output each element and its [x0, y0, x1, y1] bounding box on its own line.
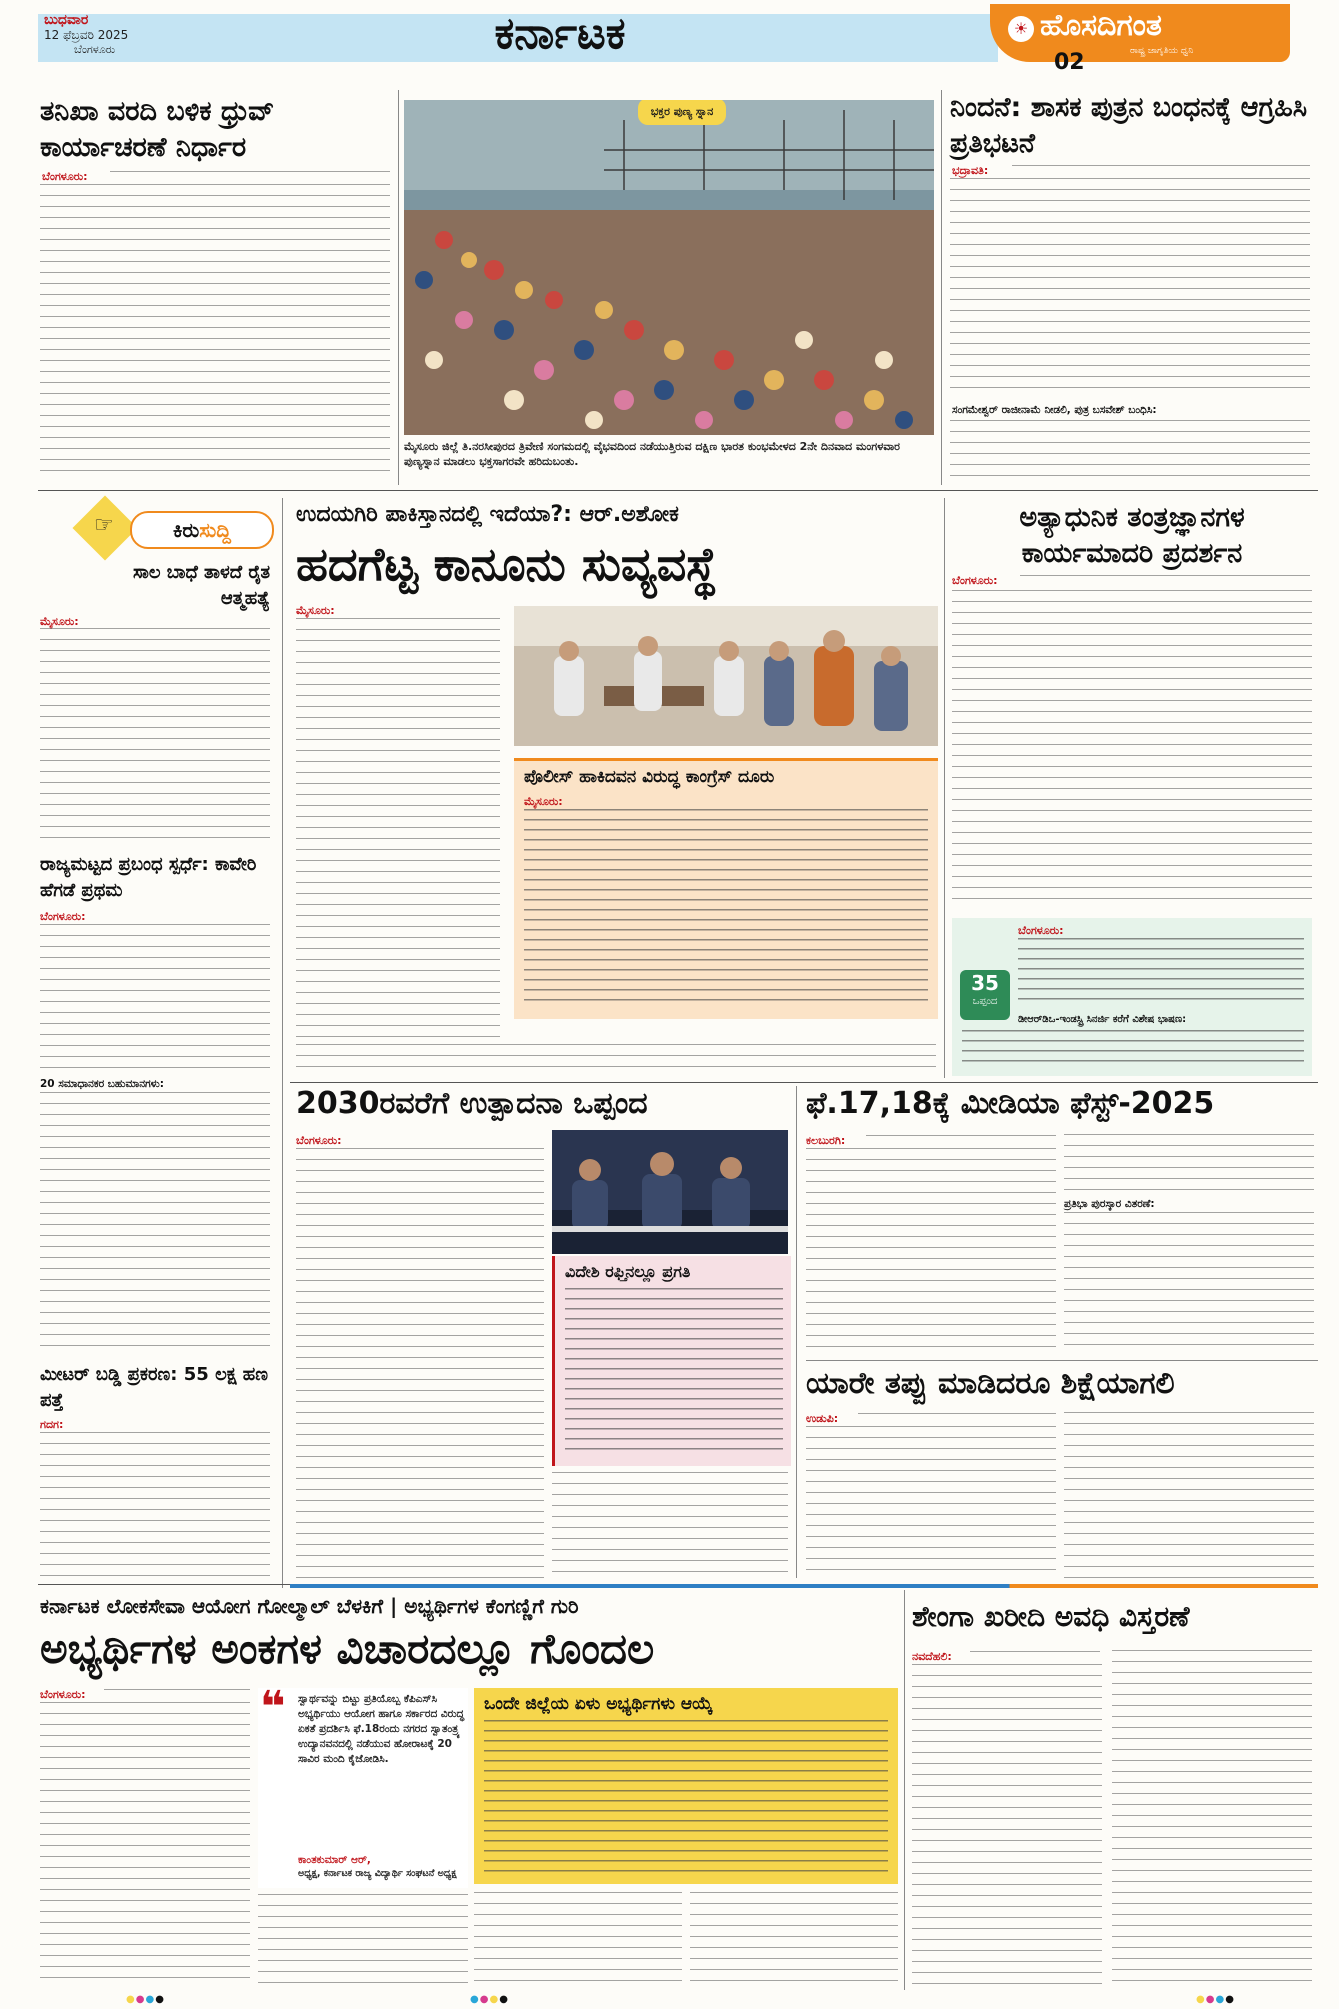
farmer-dateline: ಮೈಸೂರು:	[40, 615, 79, 628]
row-divider	[806, 1360, 1318, 1361]
media-dateline: ಕಲಬುರಗಿ:	[806, 1134, 846, 1147]
quote-icon: ❝	[260, 1682, 286, 1733]
ashoka-body2	[296, 1044, 936, 1074]
tagline: ರಾಷ್ಟ್ರ ಜಾಗೃತಿಯ ಧ್ವನಿ	[1130, 46, 1194, 56]
mou-badge	[960, 970, 1010, 1020]
mou-label: ಒಪ್ಪಂದ	[972, 996, 998, 1007]
prod-body	[296, 1148, 544, 1578]
divider	[282, 498, 283, 1588]
foreign-box-body	[565, 1288, 783, 1458]
registration-marks: ●●●●	[470, 1994, 509, 2005]
divider	[904, 1590, 905, 1990]
shenga-dateline: ನವದೆಹಲಿ:	[912, 1650, 952, 1663]
divider	[796, 1086, 797, 1578]
yellow-box-body	[484, 1720, 888, 1876]
kpsc-body-text	[40, 1702, 250, 1988]
mou-dateline: ಬೆಂಗಳೂರು:	[1018, 924, 1064, 937]
speech-body	[40, 924, 270, 1074]
kiru-text: ಕಿರು	[172, 518, 200, 542]
speech-dateline: ಬೆಂಗಳೂರು:	[40, 910, 86, 923]
kirusuddi-label	[82, 505, 272, 551]
kumbh-caption: ಮೈಸೂರು ಜಿಲ್ಲೆ ತಿ.ನರಸೀಪುರದ ತ್ರಿವೇಣಿ ಸಂಗಮದಲ್ಲಿ ವೈಭವದಿಂದ ನಡೆಯುತ್ತಿರುವ ದಕ್ಷಿಣ ಭಾರತ ಕುಂಭಮೇಳದ 2ನೇ ದಿನವಾದ ಮಂಗಳವಾರ ಪುಣ್ಯಸ್ನಾನ ಮಾಡಲು ಭಕ್ತಸಾಗರವೇ ಹರಿದುಬಂತು.	[404, 440, 900, 468]
meter-headline: ಮೀಟರ್ ಬಡ್ಡಿ ಪ್ರಕರಣ: 55 ಲಕ್ಷ ಹಣ ಪತ್ತೆ	[40, 1364, 269, 1411]
divider	[941, 90, 942, 485]
shenga-body-text	[912, 1664, 1102, 1988]
kpsc-kicker: ಕರ್ನಾಟಕ ಲೋಕಸೇವಾ ಆಯೋಗ ಗೋಲ್ಮಾಲ್ ಬೆಳಕಿಗೆ | ಅಭ್ಯರ್ಥಿಗಳ ಕೆಂಗಣ್ಣಿಗೆ ಗುರಿ	[40, 1594, 579, 1618]
media-body-col2	[1064, 1134, 1314, 1194]
date-block	[44, 12, 174, 57]
media-body-col2b	[1064, 1212, 1314, 1348]
weekday: ಬುಧವಾರ	[44, 12, 89, 28]
farmer-body	[40, 628, 270, 843]
ninda-subhead: ಸಂಗಮೇಶ್ವರ್ ರಾಜೀನಾಮೆ ನೀಡಲಿ, ಪುತ್ರ ಬಸವೇಶ್ ಬಂಧಿಸಿ:	[952, 404, 1157, 416]
kpsc-body-col3	[258, 1894, 468, 1988]
lamp-icon: ☀	[1008, 16, 1034, 42]
speech-body2	[40, 1092, 270, 1352]
tech-headline: ಅತ್ಯಾಧುನಿಕ ತಂತ್ರಜ್ಞಾನಗಳ ಕಾರ್ಯಮಾದರಿ ಪ್ರದರ್ಶನ	[1019, 502, 1245, 569]
section-title: ಕರ್ನಾಟಕ	[494, 8, 626, 59]
dhruv-body-text	[40, 184, 390, 479]
yellow-box	[474, 1688, 898, 1884]
masthead	[0, 0, 1339, 74]
row-divider	[38, 490, 1318, 491]
shenga-headline: ಶೇಂಗಾ ಖರೀದಿ ಅವಧಿ ವಿಸ್ತರಣೆ	[912, 1600, 1190, 1633]
farmer-headline: ಸಾಲ ಬಾಧೆ ತಾಳದೆ ರೈತ ಆತ್ಮಹತ್ಯೆ	[132, 562, 270, 609]
police-box-body	[524, 809, 928, 1009]
media-body	[866, 1135, 1056, 1145]
foreign-box-headline: ವಿದೇಶಿ ರಫ್ತಿನಲ್ಲೂ ಪ್ರಗತಿ	[565, 1262, 691, 1281]
speech-subhead: 20 ಸಮಾಧಾನಕರ ಬಹುಮಾನಗಳು:	[40, 1078, 164, 1090]
shenga-body	[970, 1651, 1100, 1661]
ninda-body-text	[950, 178, 1310, 398]
dhruv-headline: ತನಿಖಾ ವರದಿ ಬಳಿಕ ಧ್ರುವ್ ಕಾರ್ಯಾಚರಣೆ ನಿರ್ಧಾರ	[40, 96, 275, 163]
meeting-photo	[514, 606, 938, 746]
police-box	[514, 758, 938, 1019]
ninda-headline: ನಿಂದನೆ: ಶಾಸಕ ಪುತ್ರನ ಬಂಧನಕ್ಕೆ ಆಗ್ರಹಿಸಿ ಪ್ರತಿಭಟನೆ	[950, 92, 1308, 159]
tech-body	[1020, 575, 1310, 585]
tech-body-text	[952, 590, 1312, 908]
ashoka-headline: ಹದಗೆಟ್ಟ ಕಾನೂನು ಸುವ್ಯವಸ್ಥೆ	[296, 537, 718, 591]
mou-subhead: ಡೀಆರ್‌ಡಿಒ-ಇಂಡಸ್ಟ್ರಿ ಸಿನರ್ಜಿ ಕರೆಗೆ ವಿಶೇಷ ಭಾಷಣ:	[1018, 1014, 1187, 1025]
divider	[398, 90, 399, 485]
kpsc-headline: ಅಭ್ಯರ್ಥಿಗಳ ಅಂಕಗಳ ವಿಚಾರದಲ್ಲೂ ಗೊಂದಲ	[40, 1624, 655, 1673]
punish-body	[858, 1413, 1056, 1423]
ashoka-body	[296, 618, 500, 1038]
kumbh-photo	[404, 100, 934, 435]
ashoka-dateline: ಮೈಸೂರು:	[296, 604, 335, 617]
dhruv-dateline: ಬೆಂಗಳೂರು:	[42, 170, 88, 183]
foreign-box	[552, 1256, 791, 1466]
kpsc-body-col4	[474, 1892, 682, 1988]
photo-badge: ಭಕ್ತರ ಪುಣ್ಯ ಸ್ನಾನ	[638, 100, 726, 125]
prod-headline: 2030ರವರೆಗೆ ಉತ್ಪಾದನಾ ಒಪ್ಪಂದ	[296, 1086, 648, 1121]
punish-body-text	[806, 1426, 1056, 1578]
prod-dateline: ಬೆಂಗಳೂರು:	[296, 1134, 342, 1147]
quote-role: ಅಧ್ಯಕ್ಷ, ಕರ್ನಾಟಕ ರಾಜ್ಯ ವಿದ್ಯಾರ್ಥಿ ಸಂಘಟನೆ ಅಧ್ಯಕ್ಷ	[298, 1868, 457, 1879]
police-box-dateline: ಮೈಸೂರು:	[524, 795, 563, 808]
punish-body-col2	[1064, 1412, 1314, 1578]
city: ಬೆಂಗಳೂರು	[74, 43, 116, 56]
shenga-body-col2	[1112, 1650, 1312, 1988]
color-strip	[290, 1584, 1318, 1588]
dhruv-body	[110, 171, 390, 181]
ninda-body	[1012, 165, 1310, 175]
mou-days: 35	[971, 971, 999, 995]
conference-photo	[552, 1130, 788, 1254]
media-body-text	[806, 1148, 1056, 1348]
kpsc-body	[104, 1689, 250, 1699]
date: 12 ಫೆಬ್ರವರಿ 2025	[44, 28, 129, 42]
quote-text: ಸ್ವಾರ್ಥವನ್ನು ಬಿಟ್ಟು ಪ್ರತಿಯೊಬ್ಬ ಕೆಪಿಎಸ್‌ಸಿ ಅಭ್ಯರ್ಥಿಯು ಆಯೋಗ ಹಾಗೂ ಸರ್ಕಾರದ ವಿರುದ್ಧ ಏಕತೆ ಪ್ರದರ್ಶಿಸಿ ಫೆ.18ರಂದು ನಗರದ ಸ್ವಾತಂತ್ರ್ಯ ಉದ್ಯಾನವನದಲ್ಲಿ ನಡೆಯುವ ಹೋರಾಟಕ್ಕೆ 20 ಸಾವಿರ ಮಂದಿ ಕೈಜೋಡಿಸಿ.	[298, 1693, 465, 1765]
yellow-box-headline: ಒಂದೇ ಜಿಲ್ಲೆಯ ಏಳು ಅಭ್ಯರ್ಥಿಗಳು ಆಯ್ಕೆ	[484, 1694, 713, 1714]
brand-box	[990, 4, 1290, 62]
ninda-dateline: ಭದ್ರಾವತಿ:	[952, 164, 989, 177]
mou-box	[952, 918, 1312, 1076]
registration-marks: ●●●●	[126, 1994, 165, 2005]
registration-marks: ●●●●	[1196, 1994, 1235, 2005]
mou-body2	[962, 1030, 1304, 1070]
media-headline: ಫೆ.17,18ಕ್ಕೆ ಮೀಡಿಯಾ ಫೆಸ್ಟ್-2025	[806, 1086, 1215, 1121]
kirusuddi-pill	[130, 511, 274, 549]
ashoka-kicker: ಉದಯಗಿರಿ ಪಾಕಿಸ್ತಾನದಲ್ಲಿ ಇದೆಯಾ?: ಆರ್.ಅಶೋಕ	[296, 502, 679, 527]
quote-box	[258, 1682, 468, 1888]
media-subhead: ಪ್ರತಿಭಾ ಪುರಸ್ಕಾರ ವಿತರಣೆ:	[1064, 1198, 1155, 1210]
page-number: 02	[1054, 50, 1085, 75]
police-box-headline: ಪೊಲೀಸ್ ಹಾಕಿದವನ ವಿರುದ್ಧ ಕಾಂಗ್ರೆಸ್ ದೂರು	[524, 767, 775, 787]
prod-body2	[552, 1472, 788, 1576]
divider	[944, 498, 945, 1078]
punish-headline: ಯಾರೇ ತಪ್ಪು ಮಾಡಿದರೂ ಶಿಕ್ಷೆಯಾಗಲಿ	[806, 1366, 1175, 1401]
kpsc-dateline: ಬೆಂಗಳೂರು:	[40, 1688, 86, 1701]
speech-headline: ರಾಜ್ಯಮಟ್ಟದ ಪ್ರಬಂಧ ಸ್ಪರ್ಧೆ: ಕಾವೇರಿ ಹೆಗಡೆ ಪ್ರಥಮ	[40, 854, 257, 901]
meter-body	[40, 1432, 270, 1582]
mou-body	[1018, 938, 1304, 1008]
punish-dateline: ಉಡುಪಿ:	[806, 1412, 839, 1425]
tech-dateline: ಬೆಂಗಳೂರು:	[952, 574, 998, 587]
ninda-body-text2	[950, 420, 1310, 482]
paper-name: ಹೊಸದಿಗಂತ	[1040, 8, 1162, 43]
pointing-hand-icon: ☞	[94, 513, 114, 538]
row-divider	[290, 1082, 1318, 1083]
kpsc-body-col5	[690, 1892, 898, 1988]
quote-author: ಕಾಂತಕುಮಾರ್ ಆರ್,	[298, 1854, 371, 1866]
meter-dateline: ಗದಗ:	[40, 1418, 64, 1431]
suddi-text: ಸುದ್ದಿ	[199, 518, 232, 542]
